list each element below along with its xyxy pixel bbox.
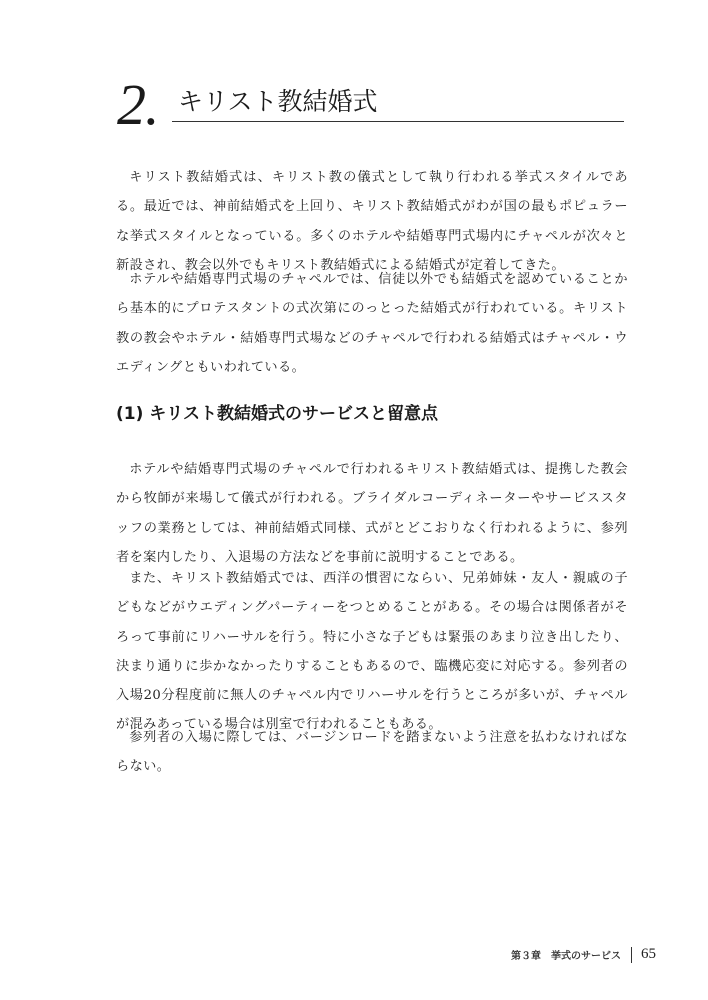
page-footer [511, 946, 656, 963]
section-heading: (1) キリスト教結婚式のサービスと留意点 [116, 404, 438, 424]
intro-paragraph-1: キリスト教結婚式は、キリスト教の儀式として執り行われる挙式スタイルである。最近では、神前結婚式を上回り、キリスト教結婚式がわが国の最もポピュラーな挙式スタイルとなっている。多くのホテルや結婚専門式場内にチャペルが次々と新設され、教会以外でもキリスト教結婚式による結婚式が定着してきた。 [116, 170, 628, 273]
intro-paragraph-2: ホテルや結婚専門式場のチャペルでは、信徒以外でも結婚式を認めていることから基本的にプロテスタントの式次第にのっとった結婚式が行われている。キリスト教の教会やホテル・結婚専門式場などのチャペルで行われる結婚式はチャペル・ウエディングともいわれている。 [116, 272, 628, 375]
section-paragraph-1: ホテルや結婚専門式場のチャペルで行われるキリスト教結婚式は、提携した教会から牧師が来場して儀式が行われる。ブライダルコーディネーターやサービススタッフの業務としては、神前結婚式同様、式がとどこおりなく行われるように、参列者を案内したり、入退場の方法などを事前に説明することである。 [116, 462, 628, 565]
page-number: 65 [641, 946, 656, 962]
title-underline [172, 121, 624, 122]
footer-divider [631, 947, 632, 963]
section-paragraph-3: 参列者の入場に際しては、バージンロードを踏まないよう注意を払わなければならない。 [116, 730, 628, 775]
chapter-title: キリスト教結婚式 [178, 87, 378, 116]
footer-chapter-label: 第３章 挙式のサービス [511, 951, 621, 962]
section-paragraph-2: また、キリスト教結婚式では、西洋の慣習にならい、兄弟姉妹・友人・親戚の子どもなどがウエディングパーティーをつとめることがある。その場合は関係者がそろって事前にリハーサルを行う。特に小さな子どもは緊張のあまり泣き出したり、決まり通りに歩かなかったりすることもあるので、臨機応変に対応する。参列者の入場20分程度前に無人のチャペル内でリハーサルを行うところが多いが、チャペルが混みあっている場合は別室で行われることもある。 [116, 571, 628, 733]
chapter-number: 2. [117, 72, 159, 137]
